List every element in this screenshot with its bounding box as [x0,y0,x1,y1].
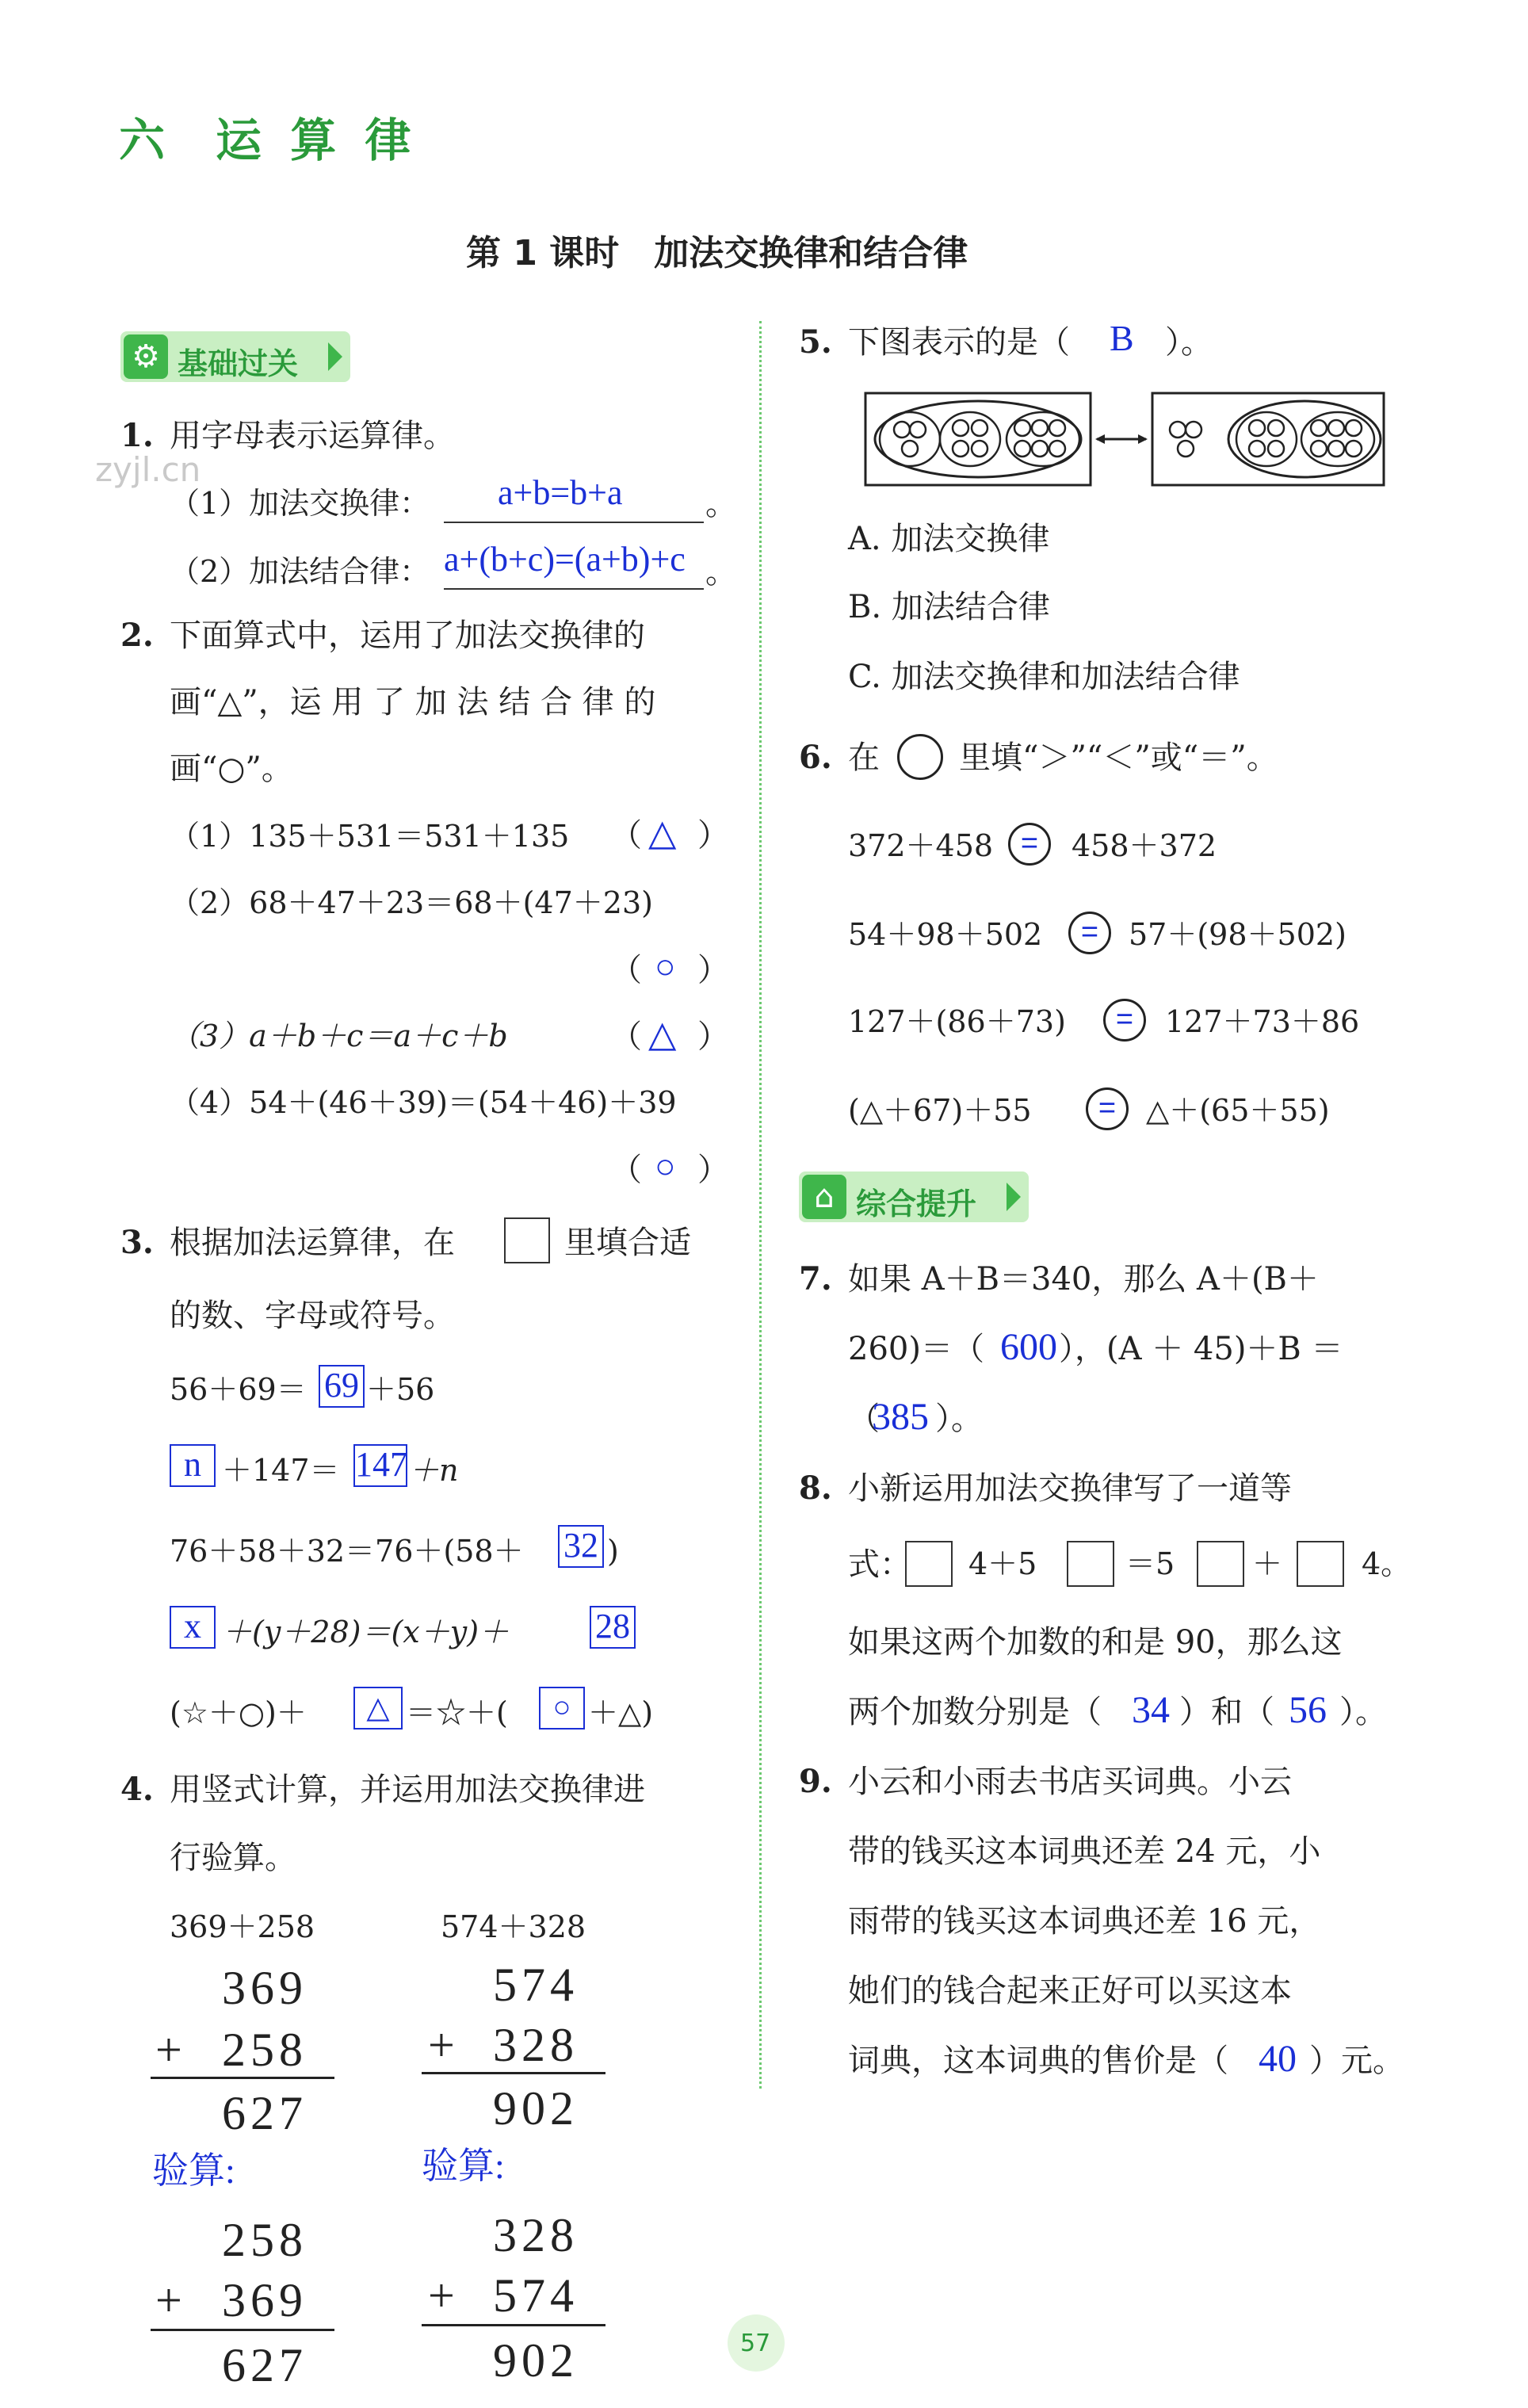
q3-r5a: (☆＋○)＋ [170,1695,307,1730]
home-up-icon: ⌂ [802,1175,846,1219]
q3-r2-box1: n [170,1444,216,1487]
blank-box-example [504,1217,550,1263]
q6-row4-right: △＋(65＋55) [1146,1093,1330,1128]
q4-right-c-top: 328 [493,2209,579,2261]
q4-right-c-line [422,2324,605,2326]
q3-r1a: 56＋69＝ [170,1372,307,1407]
q3-r1-box: 69 [319,1365,365,1408]
q4-left-plus: + [155,2024,187,2076]
q5-number: 5. [799,323,832,361]
q9-line5a: 词典，这本词典的售价是（ [848,2043,1228,2079]
q8-blank-4 [1297,1541,1344,1587]
column-divider [759,321,762,2089]
q7-line3a: （ [848,1401,880,1437]
chapter-number: 六 [119,113,166,167]
q4-left-top: 369 [222,1962,308,2014]
q5-prompt-a: 下图表示的是（ [848,324,1070,361]
q4-right-add: 328 [493,2019,579,2071]
q9-answer: 40 [1259,2038,1297,2080]
q4-left-add: 258 [222,2024,308,2076]
q6-row4-left: (△＋67)＋55 [848,1093,1032,1128]
q5-answer: B [1110,318,1134,358]
q4-right-plus: + [428,2019,460,2071]
q3-r5-box1: △ [353,1687,403,1730]
q5-option-a: A. 加法交换律 [848,521,1050,557]
q8-blank-1 [905,1541,953,1587]
q4-left-c-add: 369 [222,2274,308,2326]
q2-line3: 画“○”。 [170,751,293,787]
q8-blank-3 [1197,1541,1244,1587]
q2-item-4: （4）54＋(46＋39)＝(54＋46)＋39 [170,1085,677,1120]
q4-left-c-sum: 627 [222,2339,308,2391]
q9-line5b: ）元。 [1309,2043,1404,2079]
q8-line1: 小新运用加法交换律写了一道等 [848,1470,1292,1507]
q3-r3-box: 32 [558,1525,604,1568]
q2-line1: 下面算式中，运用了加法交换律的 [170,617,645,654]
q2-item-3: （3）a＋b＋c＝a＋c＋b [170,1019,508,1053]
q4-right-check-label: 验算: [422,2146,505,2186]
section-comprehensive-badge [799,1172,1029,1222]
q8-line4a: 两个加数分别是（ [848,1694,1102,1730]
section-basic-badge [120,331,350,382]
q3-number: 3. [120,1224,154,1261]
q3-r4-box1: x [170,1606,216,1649]
q4-right-c-sum: 902 [493,2334,579,2387]
q4-right-c-add: 574 [493,2269,579,2322]
lesson-title: 第 1 课时 加法交换律和结合律 [466,233,968,273]
q1-p2-answer: a+(b+c)=(a+b)+c [444,540,686,579]
q6-row4-sign: = [1086,1087,1129,1130]
q2-paren-open: （ [610,1019,642,1055]
q9-line1: 小云和小雨去书店买词典。小云 [848,1764,1292,1800]
q8-answer1: 34 [1132,1689,1170,1731]
q9-line3: 雨带的钱买这本词典还差 16 元， [848,1903,1321,1940]
q8-line4c: ）。 [1339,1694,1387,1730]
section-comprehensive-label: 综合提升 [856,1187,977,1221]
q6-prompt-b: 里填“＞”“＜”或“＝”。 [959,740,1278,776]
q7-line3b: ）。 [935,1401,983,1437]
q4-left-sum: 627 [222,2087,308,2139]
q8-line2c: ＝5 [1125,1546,1175,1581]
q8-blank-2 [1067,1541,1114,1587]
q4-left-check-label: 验算: [152,2150,235,2191]
q4-right-top: 574 [493,1959,579,2011]
q3-line2: 的数、字母或符号。 [170,1298,455,1334]
q2-paren-close: ） [697,952,729,988]
q4-right-expr: 574＋328 [441,1909,586,1944]
q3-r2-box2: 147 [353,1444,407,1487]
q3-r3b: ) [607,1534,619,1569]
q2-answer-4: ○ [655,1147,676,1186]
q8-line2b: 4＋5 [968,1546,1037,1581]
q2-answer-1: △ [648,812,677,853]
q5-prompt-b: ）。 [1165,324,1213,361]
q9-line2: 带的钱买这本词典还差 24 元，小 [848,1833,1321,1870]
q4-left-c-plus: + [155,2274,187,2326]
q4-left-expr: 369＋258 [170,1909,315,1944]
q6-row1-sign: = [1008,823,1051,866]
q6-row2-sign: = [1068,912,1111,954]
q1-p2-end: 。 [705,554,737,591]
q6-row3-right: 127＋73＋86 [1165,1004,1360,1039]
q4-left-line [151,2077,334,2079]
q6-row1-left: 372＋458 [848,828,994,863]
q4-line1: 用竖式计算，并运用加法交换律进 [170,1772,645,1808]
q3-line1b: 里填合适 [564,1225,691,1261]
q2-line2: 画“△”，运 用 了 加 法 结 合 律 的 [170,684,656,720]
q3-r2a: ＋147＝ [222,1453,340,1488]
circle-blank-example [897,734,943,780]
q1-p1-blank [444,522,704,523]
q6-row2-right: 57＋(98＋502) [1129,917,1347,952]
q1-p2-blank [444,588,704,590]
q2-paren-open: （ [610,817,642,854]
q8-number: 8. [799,1470,832,1507]
q1-prompt: 用字母表示运算律。 [170,418,455,454]
q4-right-sum: 902 [493,2082,579,2135]
q3-r2b: ＋n [409,1453,459,1488]
q9-line4: 她们的钱合起来正好可以买这本 [848,1973,1292,2009]
q6-row3-sign: = [1103,999,1146,1042]
q3-r5-box2: ○ [539,1687,585,1730]
q6-row1-right: 458＋372 [1072,828,1217,863]
q3-r4a: ＋(y＋28)＝(x＋y)＋ [222,1615,510,1649]
q7-line2b: ），(A ＋ 45)＋B ＝ [1059,1331,1343,1367]
q3-r5c: ＋△) [588,1695,654,1730]
section-basic-label: 基础过关 [178,346,299,381]
q6-number: 6. [799,739,832,776]
q8-line2a: 式： [848,1546,911,1583]
q7-number: 7. [799,1260,832,1298]
q2-number: 2. [120,617,154,654]
q2-answer-3: △ [648,1014,677,1054]
q2-item-1: （1）135＋531＝531＋135 [170,819,570,854]
q4-right-c-plus: + [428,2269,460,2322]
q2-item-2: （2）68＋47＋23＝68＋(47＋23) [170,885,653,920]
q2-answer-2: ○ [655,947,676,986]
q4-left-c-top: 258 [222,2214,308,2266]
q3-r4-box2: 28 [590,1606,636,1649]
q2-paren-open: （ [610,952,642,988]
q2-paren-close: ） [697,1019,729,1055]
arrow-right-icon [328,342,342,371]
gear-icon: ⚙ [124,334,168,379]
q1-p2-label: （2）加法结合律： [170,554,430,589]
q8-line2e: 4。 [1362,1546,1411,1581]
q6-prompt-a: 在 [848,740,880,776]
q5-option-b: B. 加法结合律 [848,589,1050,625]
q1-number: 1. [120,417,154,454]
q2-paren-open: （ [610,1152,642,1188]
q7-answer2: 385 [872,1396,929,1438]
q6-row3-left: 127＋(86＋73) [848,1004,1066,1039]
q4-number: 4. [120,1771,154,1808]
q2-paren-close: ） [697,817,729,854]
q4-right-line [422,2072,605,2074]
q7-line1: 如果 A＋B＝340，那么 A＋(B＋ [848,1261,1319,1298]
page-number: 57 [740,2330,771,2357]
q3-r1b: ＋56 [366,1372,435,1407]
watermark: zyjl.cn [95,450,201,489]
q4-left-c-line [151,2329,334,2331]
q1-p1-end: 。 [705,486,737,522]
q9-number: 9. [799,1763,832,1800]
q3-r3a: 76＋58＋32＝76＋(58＋ [170,1534,524,1569]
chapter-title: 运 算 律 [216,113,418,167]
q1-p1-answer: a+b=b+a [498,473,623,512]
q8-line4b: ）和（ [1179,1694,1274,1730]
q1-p1-label: （1）加法交换律： [170,486,430,521]
q6-row2-left: 54＋98＋502 [848,917,1043,952]
q3-r5b: ＝☆＋( [406,1695,508,1730]
q7-line2a: 260)＝（ [848,1331,984,1367]
arrow-right-icon [1007,1183,1021,1211]
q8-line2d: ＋ [1252,1546,1283,1581]
q5-option-c: C. 加法交换律和加法结合律 [848,659,1240,695]
q8-line3: 如果这两个加数的和是 90，那么这 [848,1624,1343,1661]
q8-answer2: 56 [1289,1689,1327,1731]
q2-paren-close: ） [697,1152,729,1188]
q5-diagram [864,390,1387,490]
q4-line2: 行验算。 [170,1840,296,1876]
q3-line1a: 根据加法运算律，在 [170,1225,455,1261]
q7-answer1: 600 [1000,1326,1057,1368]
